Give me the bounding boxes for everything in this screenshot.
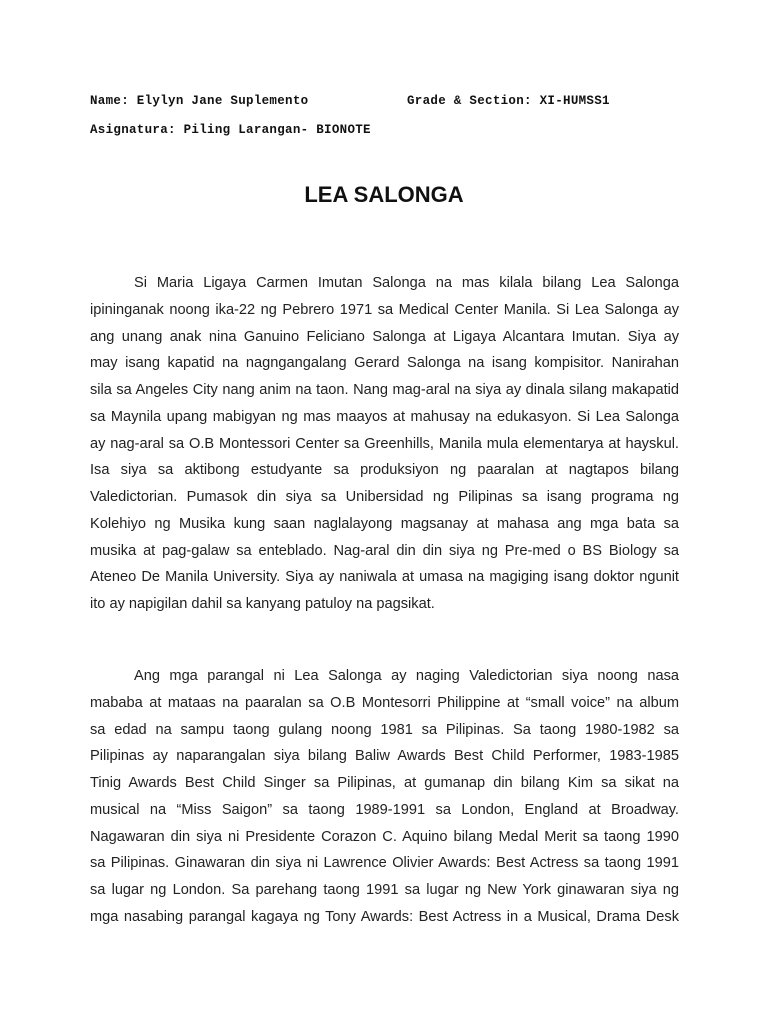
paragraph-line: sa Pilipinas. Ginawaran din siya ni Lawrence Olivier Awards: Best Actress sa taong 1991	[90, 855, 679, 872]
paragraph-line: may isang kapatid na nagngangalang Gerard Salonga na isang kompisitor. Nanirahan	[90, 355, 679, 372]
student-name: Name: Elylyn Jane Suplemento	[90, 94, 309, 108]
paragraph-line: Nagawaran din siya ni Presidente Corazon C. Aquino bilang Medal Merit sa taong 1990	[90, 828, 679, 845]
paragraph-line: Tinig Awards Best Child Singer sa Pilipinas, at gumanap din bilang Kim sa sikat na	[90, 775, 679, 791]
paragraph-line: musical na “Miss Saigon” sa taong 1989-1991 sa London, England at Broadway.	[90, 801, 679, 818]
paragraph-line: Pilipinas ay naparangalan siya bilang Baliw Awards Best Child Performer, 1983-1985	[90, 748, 679, 765]
document-title: LEA SALONGA	[304, 182, 464, 207]
paragraph-line: musika at pag-galaw sa enteblado. Nag-aral din din siya ng Pre-med o BS Biology sa	[90, 542, 679, 559]
paragraph-line: ang unang anak nina Ganuino Feliciano Salonga at Ligaya Alcantara Imutan. Siya ay	[90, 328, 679, 345]
paragraph-line: ipininganak noong ika-22 ng Pebrero 1971 sa Medical Center Manila. Si Lea Salonga ay	[90, 301, 679, 318]
paragraph-line: Kolehiyo ng Musika kung saan naglalayong magsanay at mahasa ang mga bata sa	[90, 515, 679, 532]
paragraph-line: Si Maria Ligaya Carmen Imutan Salonga na mas kilala bilang Lea Salonga	[134, 275, 679, 291]
paragraph-line: sa Maynila upang mabigyan ng mas maayos at mahusay na edukasyon. Si Lea Salonga	[90, 408, 679, 425]
paragraph-awards	[90, 663, 679, 931]
paragraph-line: ay nag-aral sa O.B Montessori Center sa Greenhills, Manila mula elementarya at hayskul.	[90, 435, 679, 452]
paragraph-line: Isa siya sa aktibong estudyante sa produksiyon ng paaralan at nagtapos bilang	[90, 462, 679, 479]
paragraph-line: mga nasabing parangal kagaya ng Tony Awards: Best Actress in a Musical, Drama Desk	[90, 908, 679, 925]
paragraph-line: mababa at mataas na paaralan sa O.B Montesorri Philippine at “small voice” na album	[90, 694, 679, 711]
subject-line: Asignatura: Piling Larangan- BIONOTE	[90, 123, 371, 137]
paragraph-biography	[90, 270, 679, 618]
grade-section: Grade & Section: XI-HUMSS1	[407, 94, 610, 108]
paragraph-line: Ang mga parangal ni Lea Salonga ay naging Valedictorian siya noong nasa	[134, 668, 679, 684]
paragraph-line: ito ay napigilan dahil sa kanyang patuloy na pagsikat.	[90, 596, 435, 612]
paragraph-line: Ateneo De Manila University. Siya ay naniwala at umasa na magiging isang doktor ngunit	[90, 569, 679, 586]
paragraph-line: sa edad na sampu taong gulang noong 1981 sa Pilipinas. Sa taong 1980-1982 sa	[90, 721, 679, 738]
paragraph-line: Valedictorian. Pumasok din siya sa Unibersidad ng Pilipinas sa isang programa ng	[90, 489, 679, 505]
paragraph-line: sila sa Angeles City nang anim na taon. Nang mag-aral na siya ay dinala silang makapatid	[90, 382, 679, 398]
paragraph-line: sa lugar ng London. Sa parehang taong 1991 sa lugar ng New York ginawaran siya ng	[90, 882, 679, 898]
